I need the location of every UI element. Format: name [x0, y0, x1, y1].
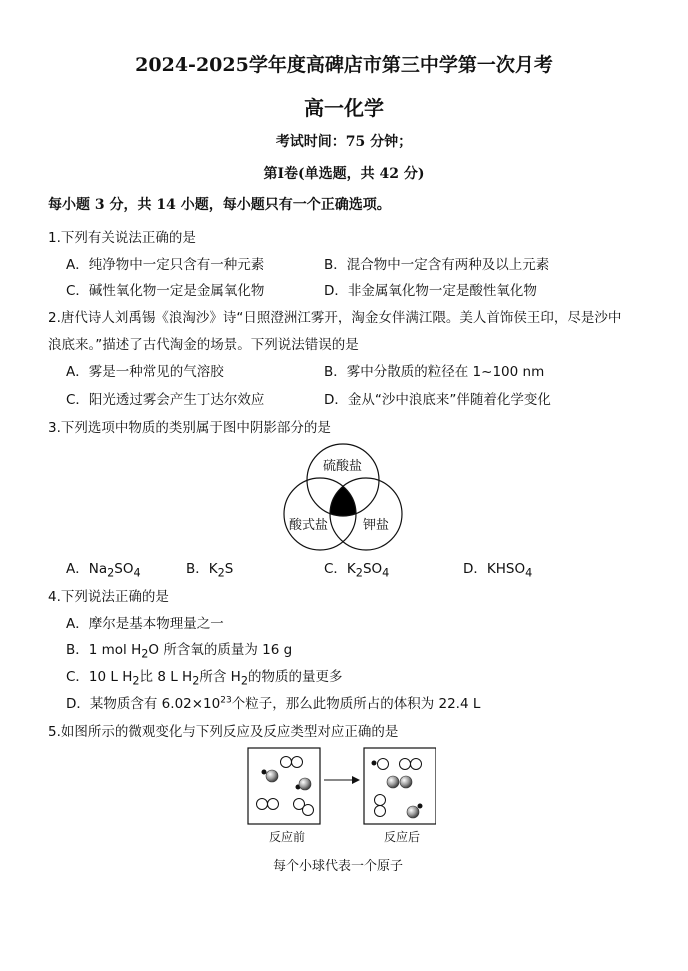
- q2-option-a: A．雾是一种常见的气溶胶: [66, 364, 224, 380]
- label-after: 反应后: [384, 830, 421, 844]
- q1-option-d: D．非金属氧化物一定是酸性氧化物: [324, 283, 537, 299]
- q4-option-b: B．1 mol $H_2O$ 所含氧的质量为 16 g: [66, 642, 293, 661]
- q3-option-b: B．$K_2S$: [186, 561, 234, 580]
- q3-option-d: D．$KHSO_4$: [463, 561, 533, 580]
- q2-option-d: D．金从“沙中浪底来”伴随着化学变化: [324, 392, 551, 408]
- q1-option-c: C．碱性氧化物一定是金属氧化物: [66, 283, 265, 299]
- q3-option-c: C．$K_2SO_4$: [324, 561, 390, 580]
- exam-title: 2024-2025学年度高碑店市第三中学第一次月考: [135, 54, 553, 76]
- q2-stem-line1: 2.唐代诗人刘禹锡《浪淘沙》诗“日照澄洲江雾开，淘金女伴满江隈。美人首饰侯王印，尽是沙中: [48, 310, 622, 326]
- q2-option-b: B．雾中分散质的粒径在 1~100 nm: [324, 364, 545, 380]
- venn-label-top: 硫酸盐: [323, 459, 363, 474]
- q5-stem: 5.如图所示的微观变化与下列反应及反应类型对应正确的是: [48, 724, 399, 740]
- venn-label-left: 酸式盐: [289, 518, 329, 533]
- q3-option-a: A．$Na_2SO_4$: [66, 561, 141, 580]
- label-before: 反应前: [269, 830, 306, 844]
- q4-option-c: C．10 L $H_2$比 8 L $H_2$所含 $H_2$的物质的量更多: [66, 669, 343, 688]
- q3-stem: 3.下列选项中物质的类别属于图中阴影部分的是: [48, 420, 331, 436]
- q2-stem-line2: 浪底来。”描述了古代淘金的场景。下列说法错误的是: [48, 337, 359, 353]
- q4-stem: 4.下列说法正确的是: [48, 589, 169, 605]
- arrow-icon: [352, 776, 360, 784]
- q4-option-a: A．摩尔是基本物理量之一: [66, 616, 224, 632]
- q1-option-a: A．纯净物中一定只含有一种元素: [66, 257, 265, 273]
- q1-option-b: B．混合物中一定含有两种及以上元素: [324, 257, 550, 273]
- q4-option-d: D．某物质含有 $6.02\times 10^{23}$个粒子，那么此物质所占的体积为 22.4 L: [66, 695, 481, 712]
- instruction: 每小题 3 分，共 14 小题，每小题只有一个正确选项。: [48, 197, 391, 213]
- q2-option-c: C．阳光透过雾会产生丁达尔效应: [66, 392, 265, 408]
- subject-title: 高一化学: [304, 96, 384, 120]
- reaction-diagram: [246, 746, 436, 828]
- q1-stem: 1.下列有关说法正确的是: [48, 230, 196, 246]
- venn-label-right: 钾盐: [363, 518, 390, 533]
- diagram-caption: 每个小球代表一个原子: [273, 859, 404, 874]
- section-title: 第Ⅰ卷(单选题，共 42 分): [263, 166, 425, 182]
- exam-time: 考试时间：75 分钟；: [275, 134, 413, 150]
